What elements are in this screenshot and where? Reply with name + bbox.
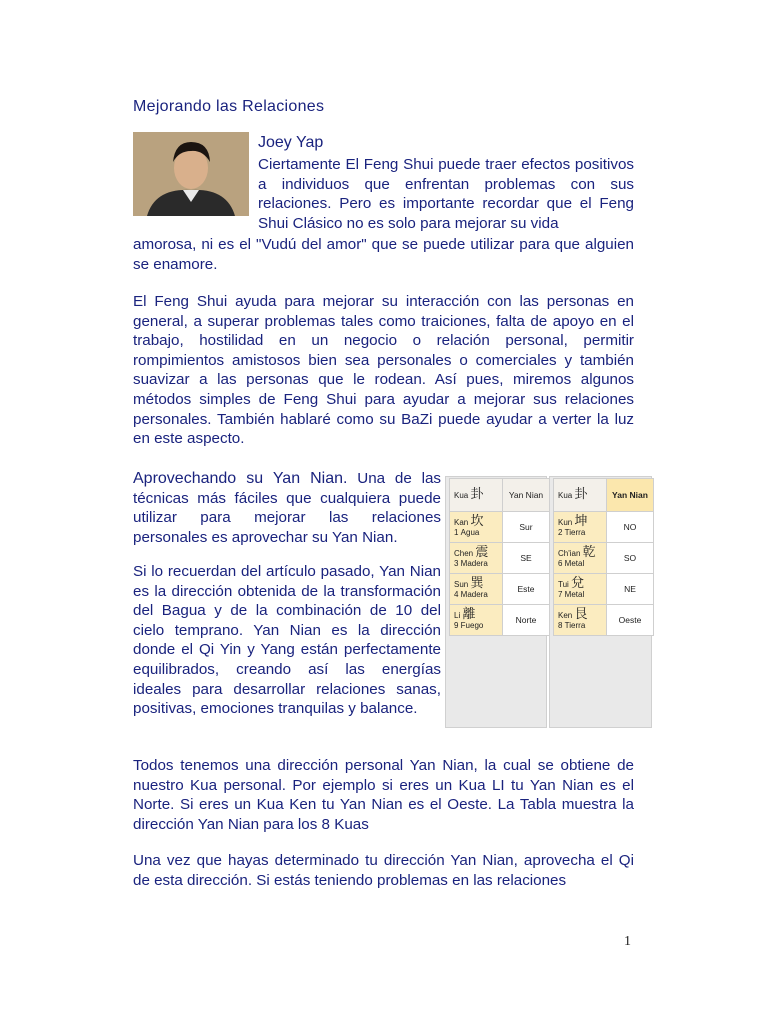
kua-char: 坎	[470, 513, 484, 528]
kua-sub: 3 Madera	[454, 559, 488, 568]
kua-char: 乾	[582, 544, 596, 559]
page-number: 1	[624, 934, 631, 949]
paragraph-yan-nian-intro	[133, 469, 441, 547]
table-row	[450, 574, 550, 605]
table-row	[450, 512, 550, 543]
kua-name: Tui	[558, 580, 569, 589]
header-kua-char: 卦	[574, 486, 588, 501]
kua-name: Sun	[454, 580, 469, 589]
table-header-row	[554, 479, 654, 512]
direction-cell: Oeste	[607, 605, 654, 636]
kua-char: 坤	[574, 513, 588, 528]
kua-cell	[554, 605, 607, 636]
paragraph-intro: Ciertamente El Feng Shui puede traer efectos positivos a individuos que enfrentan problemas con sus relaciones. Pero es importante recordar que el Feng Shui Clásico no es solo para mejorar su vida	[258, 156, 634, 232]
table-row	[450, 605, 550, 636]
direction-cell: NE	[607, 574, 654, 605]
kua-sub: 4 Madera	[454, 590, 488, 599]
kua-name: Li	[454, 611, 461, 620]
section-heading: Aprovechando su Yan Nian.	[133, 470, 348, 487]
header-dir-cell: Yan Nian	[503, 479, 550, 512]
kua-cell	[554, 574, 607, 605]
paragraph-personal-direction: Todos tenemos una dirección personal Yan Nian, la cual se obtiene de nuestro Kua personal. Por ejemplo si eres un Kua LI tu Yan Nian es el Norte. Si eres un Kua Ken tu Yan Nian es el Oeste. La Tabla muestra la dirección Yan Nian para los 8 Kuas	[133, 757, 634, 833]
header-kua-char: 卦	[470, 486, 484, 501]
table-header-row	[450, 479, 550, 512]
kua-name: Ch'ian	[558, 549, 581, 558]
direction-cell: Este	[503, 574, 550, 605]
kua-name: Ken	[558, 611, 573, 620]
table-row	[554, 543, 654, 574]
kua-sub: 6 Metal	[558, 559, 585, 568]
document-title: Mejorando las Relaciones	[133, 98, 325, 115]
table-row	[554, 512, 654, 543]
kua-char: 巽	[470, 575, 484, 590]
table-row	[554, 574, 654, 605]
kua-table-left	[449, 478, 550, 636]
kua-sub: 9 Fuego	[454, 621, 484, 630]
direction-cell: SE	[503, 543, 550, 574]
table-row	[450, 543, 550, 574]
author-photo	[133, 132, 249, 216]
direction-cell: Norte	[503, 605, 550, 636]
kua-cell	[554, 512, 607, 543]
kua-name: Chen	[454, 549, 474, 558]
author-name: Joey Yap	[258, 134, 324, 151]
kua-sub: 7 Metal	[558, 590, 585, 599]
paragraph-intro-continued: amorosa, ni es el "Vudú del amor" que se puede utilizar para que alguien se enamore.	[133, 236, 634, 273]
kua-sub: 8 Tierra	[558, 621, 586, 630]
kua-cell	[450, 574, 503, 605]
header-kua-cell	[450, 479, 503, 512]
header-kua-cell	[554, 479, 607, 512]
direction-cell: NO	[607, 512, 654, 543]
header-kua-label: Kua	[558, 491, 573, 500]
kua-char: 離	[462, 606, 476, 621]
paragraph-yan-nian-definition: Si lo recuerdan del artículo pasado, Yan Nian es la dirección obtenida de la transformación del Bagua y de la combinación de 10 del cielo temprano. Yan Nian es la dirección donde el Qi Yin y Yang están perfectamente equilibrados, creando así las energías ideales para desarrollar relaciones sanas, positivas, emociones tranquilas y balance.	[133, 563, 441, 718]
kua-char: 兌	[571, 575, 585, 590]
paragraph-use-direction: Una vez que hayas determinado tu dirección Yan Nian, aprovecha el Qi de esta dirección. Si estás teniendo problemas en las relaciones	[133, 852, 634, 889]
kua-cell	[450, 605, 503, 636]
paragraph-feng-shui-benefits: El Feng Shui ayuda para mejorar su interacción con las personas en general, a superar problemas tales como traiciones, falta de apoyo en el trabajo, hostilidad en un negocio o relación personal, permitir rompimientos amistosos bien sea personales o comerciales y también suavizar a las personas que le rodean. Así pues, miremos algunos métodos simples de Feng Shui para ayudar a mejorar sus relaciones personales. También hablaré como su BaZi puede ayudar a verter la luz en este aspecto.	[133, 293, 634, 448]
header-dir-cell: Yan Nian	[607, 479, 654, 512]
kua-cell	[450, 543, 503, 574]
kua-name: Kun	[558, 518, 573, 527]
kua-cell	[450, 512, 503, 543]
direction-cell: SO	[607, 543, 654, 574]
header-kua-label: Kua	[454, 491, 469, 500]
kua-char: 艮	[574, 606, 588, 621]
direction-cell: Sur	[503, 512, 550, 543]
section-heading-text: Una de las técnicas más fáciles que cualquiera puede utilizar para mejorar las relaciones personales es aprovechar su Yan Nian.	[133, 470, 441, 546]
kua-name: Kan	[454, 518, 469, 527]
kua-cell	[554, 543, 607, 574]
kua-sub: 1 Agua	[454, 528, 480, 537]
kua-char: 震	[475, 544, 489, 559]
table-row	[554, 605, 654, 636]
kua-sub: 2 Tierra	[558, 528, 586, 537]
kua-table-right	[553, 478, 654, 636]
